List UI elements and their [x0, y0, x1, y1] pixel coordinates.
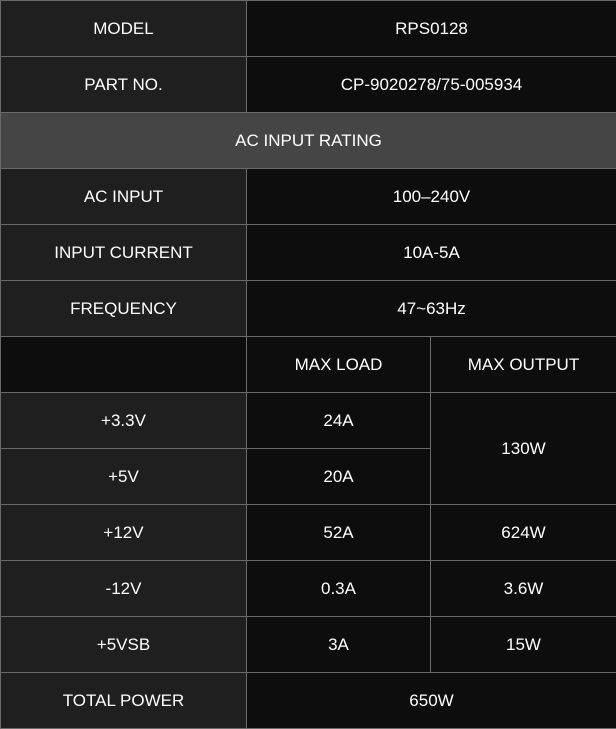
model-value: RPS0128 — [247, 1, 616, 57]
part-no-value: CP-9020278/75-005934 — [247, 57, 616, 113]
table-row-rail-12v — [1, 505, 616, 561]
table-row-ac-input — [1, 169, 616, 225]
table-row-total-power — [1, 673, 616, 729]
table-row-part-no — [1, 57, 616, 113]
table-row-rail-3v3 — [1, 393, 616, 449]
rail-label: +5VSB — [1, 617, 247, 673]
max-load-value: 20A — [247, 449, 431, 505]
combined-output-value: 130W — [431, 393, 616, 505]
ac-input-label: AC INPUT — [1, 169, 247, 225]
table-row-rail-neg12v — [1, 561, 616, 617]
ac-input-value: 100–240V — [247, 169, 616, 225]
max-output-header: MAX OUTPUT — [431, 337, 616, 393]
table-row-section-header — [1, 113, 616, 169]
rail-label: +5V — [1, 449, 247, 505]
model-label: MODEL — [1, 1, 247, 57]
max-load-value: 3A — [247, 617, 431, 673]
rail-label: +3.3V — [1, 393, 247, 449]
total-power-value: 650W — [247, 673, 616, 729]
table-row-input-current — [1, 225, 616, 281]
part-no-label: PART NO. — [1, 57, 247, 113]
input-current-value: 10A-5A — [247, 225, 616, 281]
table-row-model — [1, 1, 616, 57]
empty-header-cell — [1, 337, 247, 393]
max-load-header: MAX LOAD — [247, 337, 431, 393]
max-output-value: 15W — [431, 617, 616, 673]
table-row-load-header — [1, 337, 616, 393]
table-row-frequency — [1, 281, 616, 337]
rail-label: -12V — [1, 561, 247, 617]
ac-input-rating-header: AC INPUT RATING — [1, 113, 616, 169]
frequency-label: FREQUENCY — [1, 281, 247, 337]
max-output-value: 624W — [431, 505, 616, 561]
rail-label: +12V — [1, 505, 247, 561]
input-current-label: INPUT CURRENT — [1, 225, 247, 281]
max-load-value: 0.3A — [247, 561, 431, 617]
table-row-rail-5vsb — [1, 617, 616, 673]
max-load-value: 52A — [247, 505, 431, 561]
max-output-value: 3.6W — [431, 561, 616, 617]
total-power-label: TOTAL POWER — [1, 673, 247, 729]
frequency-value: 47~63Hz — [247, 281, 616, 337]
max-load-value: 24A — [247, 393, 431, 449]
